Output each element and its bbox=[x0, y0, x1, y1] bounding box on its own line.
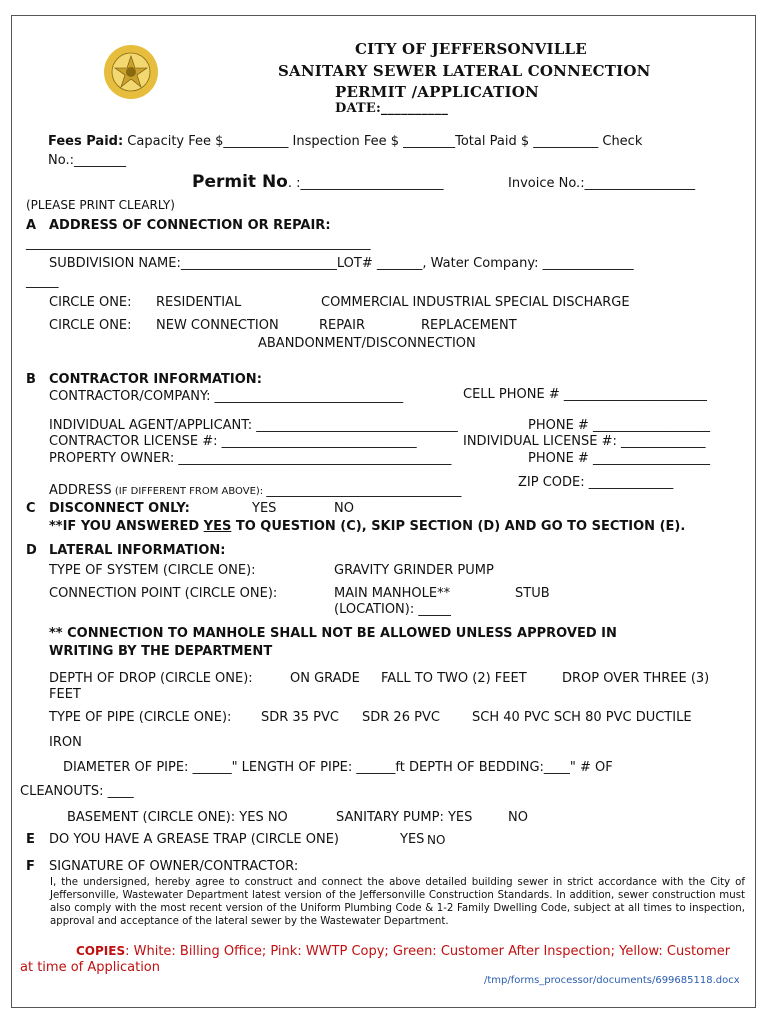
diameter-line: DIAMETER OF PIPE: ______" LENGTH OF PIPE: ______ft DEPTH OF BEDDING:____" # OF bbox=[63, 760, 613, 775]
section-c-letter: C bbox=[26, 501, 36, 516]
connection-point-label: CONNECTION POINT (CIRCLE ONE): bbox=[49, 586, 278, 601]
section-f-letter: F bbox=[26, 859, 35, 874]
pipe-sdr35: SDR 35 PVC bbox=[261, 710, 339, 725]
skip-note bbox=[49, 519, 685, 534]
address-blank: ______________________________ bbox=[266, 483, 462, 498]
individual-license: INDIVIDUAL LICENSE #: _____________ bbox=[463, 434, 706, 449]
drop-over-three: DROP OVER THREE (3) bbox=[562, 671, 710, 686]
drop-fall-two: FALL TO TWO (2) FEET bbox=[381, 671, 527, 686]
option-new-connection: NEW CONNECTION bbox=[156, 318, 279, 333]
option-replacement: REPLACEMENT bbox=[421, 318, 517, 333]
address-note: (IF DIFFERENT FROM ABOVE): bbox=[111, 486, 267, 497]
property-owner: PROPERTY OWNER: __________________________________________ bbox=[49, 451, 452, 466]
signature-label: SIGNATURE OF OWNER/CONTRACTOR: bbox=[49, 859, 299, 874]
phone-1: PHONE # __________________ bbox=[528, 418, 710, 433]
grease-trap-yes: YES bbox=[400, 832, 425, 847]
pipe-type-label: TYPE OF PIPE (CIRCLE ONE): bbox=[49, 710, 232, 725]
header-date: DATE:__________ bbox=[335, 101, 449, 116]
city-seal-icon bbox=[103, 44, 159, 100]
connection-point-options: MAIN MANHOLE** bbox=[334, 586, 451, 601]
manhole-warning-2: WRITING BY THE DEPARTMENT bbox=[49, 644, 273, 659]
cleanouts-line: CLEANOUTS: ____ bbox=[20, 784, 134, 799]
skip-note-a: **IF YOU ANSWERED bbox=[49, 519, 204, 534]
sanitary-pump: SANITARY PUMP: YES bbox=[336, 810, 473, 825]
section-a-title: ADDRESS OF CONNECTION OR REPAIR: bbox=[49, 218, 331, 233]
basement-line: BASEMENT (CIRCLE ONE): YES NO bbox=[67, 810, 288, 825]
fees-line bbox=[48, 134, 642, 149]
header-subtitle: PERMIT /APPLICATION bbox=[335, 83, 539, 101]
sanitary-pump-no: NO bbox=[508, 810, 528, 825]
circle-one-label-1: CIRCLE ONE: bbox=[49, 295, 132, 310]
option-residential: RESIDENTIAL bbox=[156, 295, 242, 310]
copies-label: COPIES bbox=[76, 944, 126, 958]
section-d-title: LATERAL INFORMATION: bbox=[49, 543, 226, 558]
skip-note-yes: YES bbox=[203, 519, 232, 534]
address-line bbox=[49, 483, 461, 498]
system-label: TYPE OF SYSTEM (CIRCLE ONE): bbox=[49, 563, 256, 578]
header-city: CITY OF JEFFERSONVILLE bbox=[355, 40, 587, 58]
subdivision-line: SUBDIVISION NAME:________________________LOT# _______, Water Company: ______________ bbox=[49, 256, 634, 271]
drop-on-grade: ON GRADE bbox=[290, 671, 360, 686]
connection-stub: STUB bbox=[515, 586, 550, 601]
section-a-blank: _____________________________________________________ bbox=[26, 236, 371, 251]
disconnect-no: NO bbox=[334, 501, 354, 516]
section-b-letter: B bbox=[26, 372, 36, 387]
pipe-iron: IRON bbox=[49, 735, 82, 750]
copies-line-2: at time of Application bbox=[20, 960, 160, 975]
pipe-sdr26: SDR 26 PVC bbox=[362, 710, 440, 725]
subdivision-cont: _____ bbox=[26, 274, 59, 289]
section-d-letter: D bbox=[26, 543, 37, 558]
pipe-sch-ductile: SCH 40 PVC SCH 80 PVC DUCTILE bbox=[472, 710, 692, 725]
address-label: ADDRESS bbox=[49, 483, 112, 498]
permit-line bbox=[192, 172, 444, 192]
agreement-paragraph: I, the undersigned, hereby agree to construct and connect the above detailed building sewer in strict accordance with the City of Jeffersonville, Wastewater Department latest version of the Jeffersonville Construction Standards. In addition, sewer construction must also comply with the most recent version of the Uniform Plumbing Code & 1-2 Family Dwelling Code, subject at all times to inspection, approval and acceptance of the lateral sewer by the Wastewater Department. bbox=[50, 877, 745, 927]
fees-label: Fees Paid: bbox=[48, 134, 124, 149]
invoice-no: Invoice No.:_________________ bbox=[508, 176, 696, 191]
contractor-company: CONTRACTOR/COMPANY: _____________________________ bbox=[49, 389, 404, 404]
section-a-letter: A bbox=[26, 218, 37, 233]
please-print: (PLEASE PRINT CLEARLY) bbox=[26, 198, 175, 212]
option-abandonment: ABANDONMENT/DISCONNECTION bbox=[258, 336, 476, 351]
grease-trap-no: NO bbox=[427, 833, 446, 847]
zip-code: ZIP CODE: _____________ bbox=[518, 475, 674, 490]
option-repair: REPAIR bbox=[319, 318, 366, 333]
disconnect-yes: YES bbox=[252, 501, 277, 516]
system-options: GRAVITY GRINDER PUMP bbox=[334, 563, 494, 578]
contractor-license: CONTRACTOR LICENSE #: ______________________________ bbox=[49, 434, 417, 449]
individual-agent: INDIVIDUAL AGENT/APPLICANT: _______________________________ bbox=[49, 418, 458, 433]
section-c-title: DISCONNECT ONLY: bbox=[49, 501, 190, 516]
grease-trap-question: DO YOU HAVE A GREASE TRAP (CIRCLE ONE) bbox=[49, 832, 339, 847]
document-path: /tmp/forms_processor/documents/699685118.docx bbox=[484, 975, 740, 986]
circle-one-label-2: CIRCLE ONE: bbox=[49, 318, 132, 333]
option-commercial-industrial-special: COMMERCIAL INDUSTRIAL SPECIAL DISCHARGE bbox=[321, 295, 630, 310]
location-field: (LOCATION): _____ bbox=[334, 602, 451, 617]
drop-feet: FEET bbox=[49, 687, 81, 702]
skip-note-b: TO QUESTION (C), SKIP SECTION (D) AND GO TO SECTION (E). bbox=[231, 519, 686, 534]
permit-label: Permit No bbox=[192, 172, 288, 192]
header-title: SANITARY SEWER LATERAL CONNECTION bbox=[278, 62, 651, 80]
check-no: No.:________ bbox=[48, 153, 126, 168]
fees-text: Capacity Fee $__________ Inspection Fee $ ________Total Paid $ __________ Check bbox=[123, 134, 643, 149]
section-e-letter: E bbox=[26, 832, 35, 847]
manhole-warning-1: ** CONNECTION TO MANHOLE SHALL NOT BE ALLOWED UNLESS APPROVED IN bbox=[49, 626, 617, 641]
permit-blank: . :______________________ bbox=[287, 176, 444, 191]
cell-phone: CELL PHONE # ______________________ bbox=[463, 387, 707, 402]
copies-line bbox=[76, 944, 730, 959]
section-b-title: CONTRACTOR INFORMATION: bbox=[49, 372, 262, 387]
copies-text: : White: Billing Office; Pink: WWTP Copy; Green: Customer After Inspection; Yellow: Customer bbox=[125, 944, 731, 959]
phone-2: PHONE # __________________ bbox=[528, 451, 710, 466]
depth-drop-label: DEPTH OF DROP (CIRCLE ONE): bbox=[49, 671, 253, 686]
